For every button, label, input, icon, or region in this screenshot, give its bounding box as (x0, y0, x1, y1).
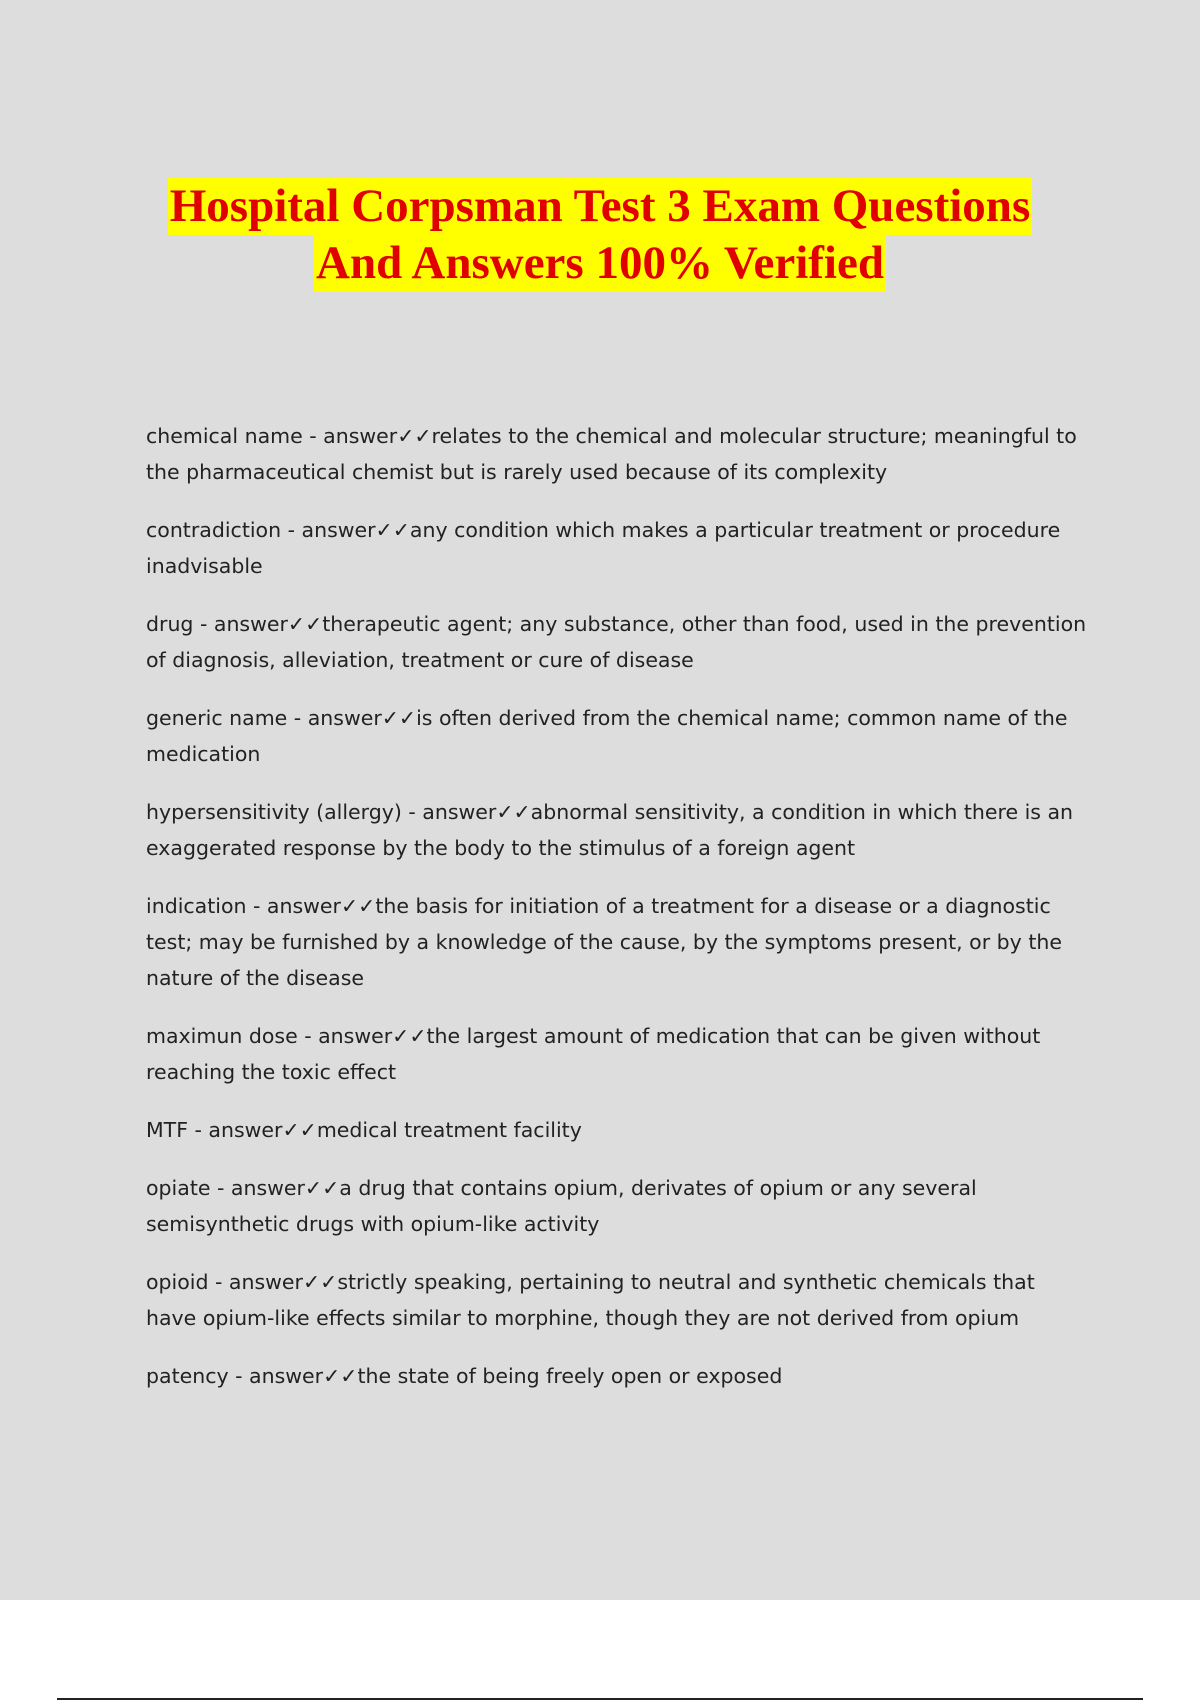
qa-entry-opiate: opiate - answer✓✓a drug that contains opium, derivates of opium or any several semisynthetic drugs with opium-like activity (146, 1176, 977, 1236)
qa-entry-maximun-dose: maximun dose - answer✓✓the largest amount of medication that can be given without reaching the toxic effect (146, 1024, 1041, 1084)
qa-entry-contradiction: contradiction - answer✓✓any condition which makes a particular treatment or procedure inadvisable (146, 518, 1061, 578)
qa-entry-indication: indication - answer✓✓the basis for initiation of a treatment for a disease or a diagnostic test; may be furnished by a knowledge of the cause, by the symptoms present, or by the nature of the disease (146, 894, 1062, 990)
qa-list (146, 418, 1090, 1416)
qa-entry-patency: patency - answer✓✓the state of being freely open or exposed (146, 1364, 783, 1388)
qa-entry-opioid: opioid - answer✓✓strictly speaking, pertaining to neutral and synthetic chemicals that have opium-like effects similar to morphine, though they are not derived from opium (146, 1270, 1035, 1330)
qa-entry-drug: drug - answer✓✓therapeutic agent; any substance, other than food, used in the prevention of diagnosis, alleviation, treatment or cure of disease (146, 612, 1087, 672)
qa-entry-generic-name: generic name - answer✓✓is often derived from the chemical name; common name of the medication (146, 706, 1068, 766)
title-line-1: Hospital Corpsman Test 3 Exam Questions (168, 178, 1033, 235)
document-title (0, 178, 1200, 292)
qa-entry-chemical-name: chemical name - answer✓✓relates to the chemical and molecular structure; meaningful to the pharmaceutical chemist but is rarely used because of its complexity (146, 424, 1077, 484)
title-line-2: And Answers 100% Verified (314, 235, 886, 292)
qa-entry-mtf: MTF - answer✓✓medical treatment facility (146, 1118, 582, 1142)
qa-entry-hypersensitivity: hypersensitivity (allergy) - answer✓✓abnormal sensitivity, a condition in which there is an exaggerated response by the body to the stimulus of a foreign agent (146, 800, 1074, 860)
